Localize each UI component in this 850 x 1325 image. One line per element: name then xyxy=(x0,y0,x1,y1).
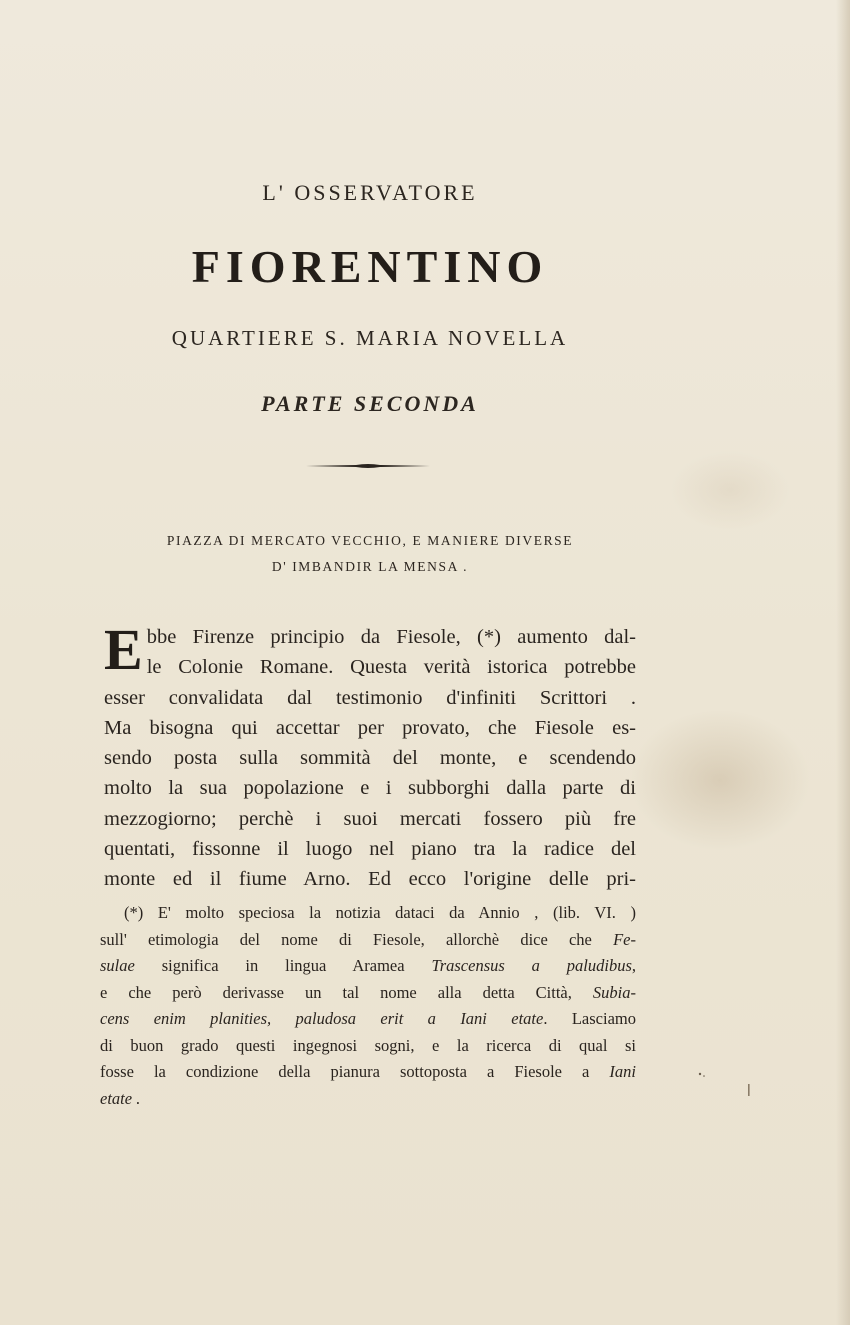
footnote-line xyxy=(100,1086,636,1113)
footnote-line xyxy=(100,1006,636,1033)
header-part: PARTE SECONDA xyxy=(261,391,479,416)
footnote xyxy=(100,900,636,1112)
footnote-italic: sulae xyxy=(100,956,135,975)
body-line: le Colonie Romane. Questa verità istorica potrebbe xyxy=(146,656,636,679)
header-line-1: L' OSSERVATORE xyxy=(262,180,478,205)
footnote-italic: Trascensus a paludibus xyxy=(431,956,632,975)
body-line: quentati, fissonne il luogo nel piano tra la radice del xyxy=(104,838,636,861)
section-title-line-1: PIAZZA DI MERCATO VECCHIO, E MANIERE DIVERSE xyxy=(166,533,574,548)
header-line-3: QUARTIERE S. MARIA NOVELLA xyxy=(171,326,569,350)
paper-specks xyxy=(690,1068,770,1108)
footnote-italic: Iani xyxy=(609,1062,636,1081)
ornamental-rule xyxy=(306,463,430,469)
body-line: mezzogiorno; perchè i suoi mercati fossero più fre xyxy=(104,807,636,830)
footnote-italic: cens enim planities, paludosa erit a Iani etate xyxy=(100,1009,544,1028)
footnote-text: . Lasciamo xyxy=(543,1009,636,1028)
footnote-text: significa in lingua Aramea xyxy=(134,956,432,975)
footnote-line xyxy=(100,927,636,954)
footnote-line xyxy=(100,1059,636,1086)
page-edge xyxy=(836,0,850,1325)
footnote-text: fosse la condizione della pianura sottoposta a Fiesole a xyxy=(100,1062,610,1081)
footnote-line xyxy=(100,953,636,980)
body-line: monte ed il fiume Arno. Ed ecco l'origine delle pri- xyxy=(104,868,636,891)
footnote-line: (*) E' molto speciosa la notizia dataci da Annio , (lib. VI. ) xyxy=(124,903,636,922)
drop-cap: E xyxy=(104,617,143,682)
footnote-text: , xyxy=(631,956,637,975)
footnote-italic: Fe- xyxy=(613,929,636,949)
footnote-italic: Subia- xyxy=(592,982,636,1002)
footnote-text: sull' etimologia del nome di Fiesole, allorchè dice che xyxy=(100,929,614,949)
body-line: sendo posta sulla sommità del monte, e scendendo xyxy=(104,747,636,770)
body-line: Ma bisogna qui accettar per provato, che Fiesole es- xyxy=(104,716,636,739)
footnote-line xyxy=(100,980,636,1007)
body-line: esser convalidata dal testimonio d'infiniti Scrittori . xyxy=(104,686,636,709)
footnote-line: di buon grado questi ingegnosi sogni, e la ricerca di qual si xyxy=(100,1035,636,1055)
body-line: bbe Firenze principio da Fiesole, (*) aumento dal- xyxy=(146,626,636,648)
body-paragraph xyxy=(104,617,636,895)
footnote-italic: etate . xyxy=(100,1088,141,1108)
footnote-text: e che però derivasse un tal nome alla detta Città, xyxy=(100,982,593,1002)
header-title: FIORENTINO xyxy=(191,241,549,292)
section-title-line-2: D' IMBANDIR LA MENSA . xyxy=(271,559,469,574)
body-line: molto la sua popolazione e i subborghi dalla parte di xyxy=(104,777,636,800)
section-title xyxy=(100,528,640,580)
